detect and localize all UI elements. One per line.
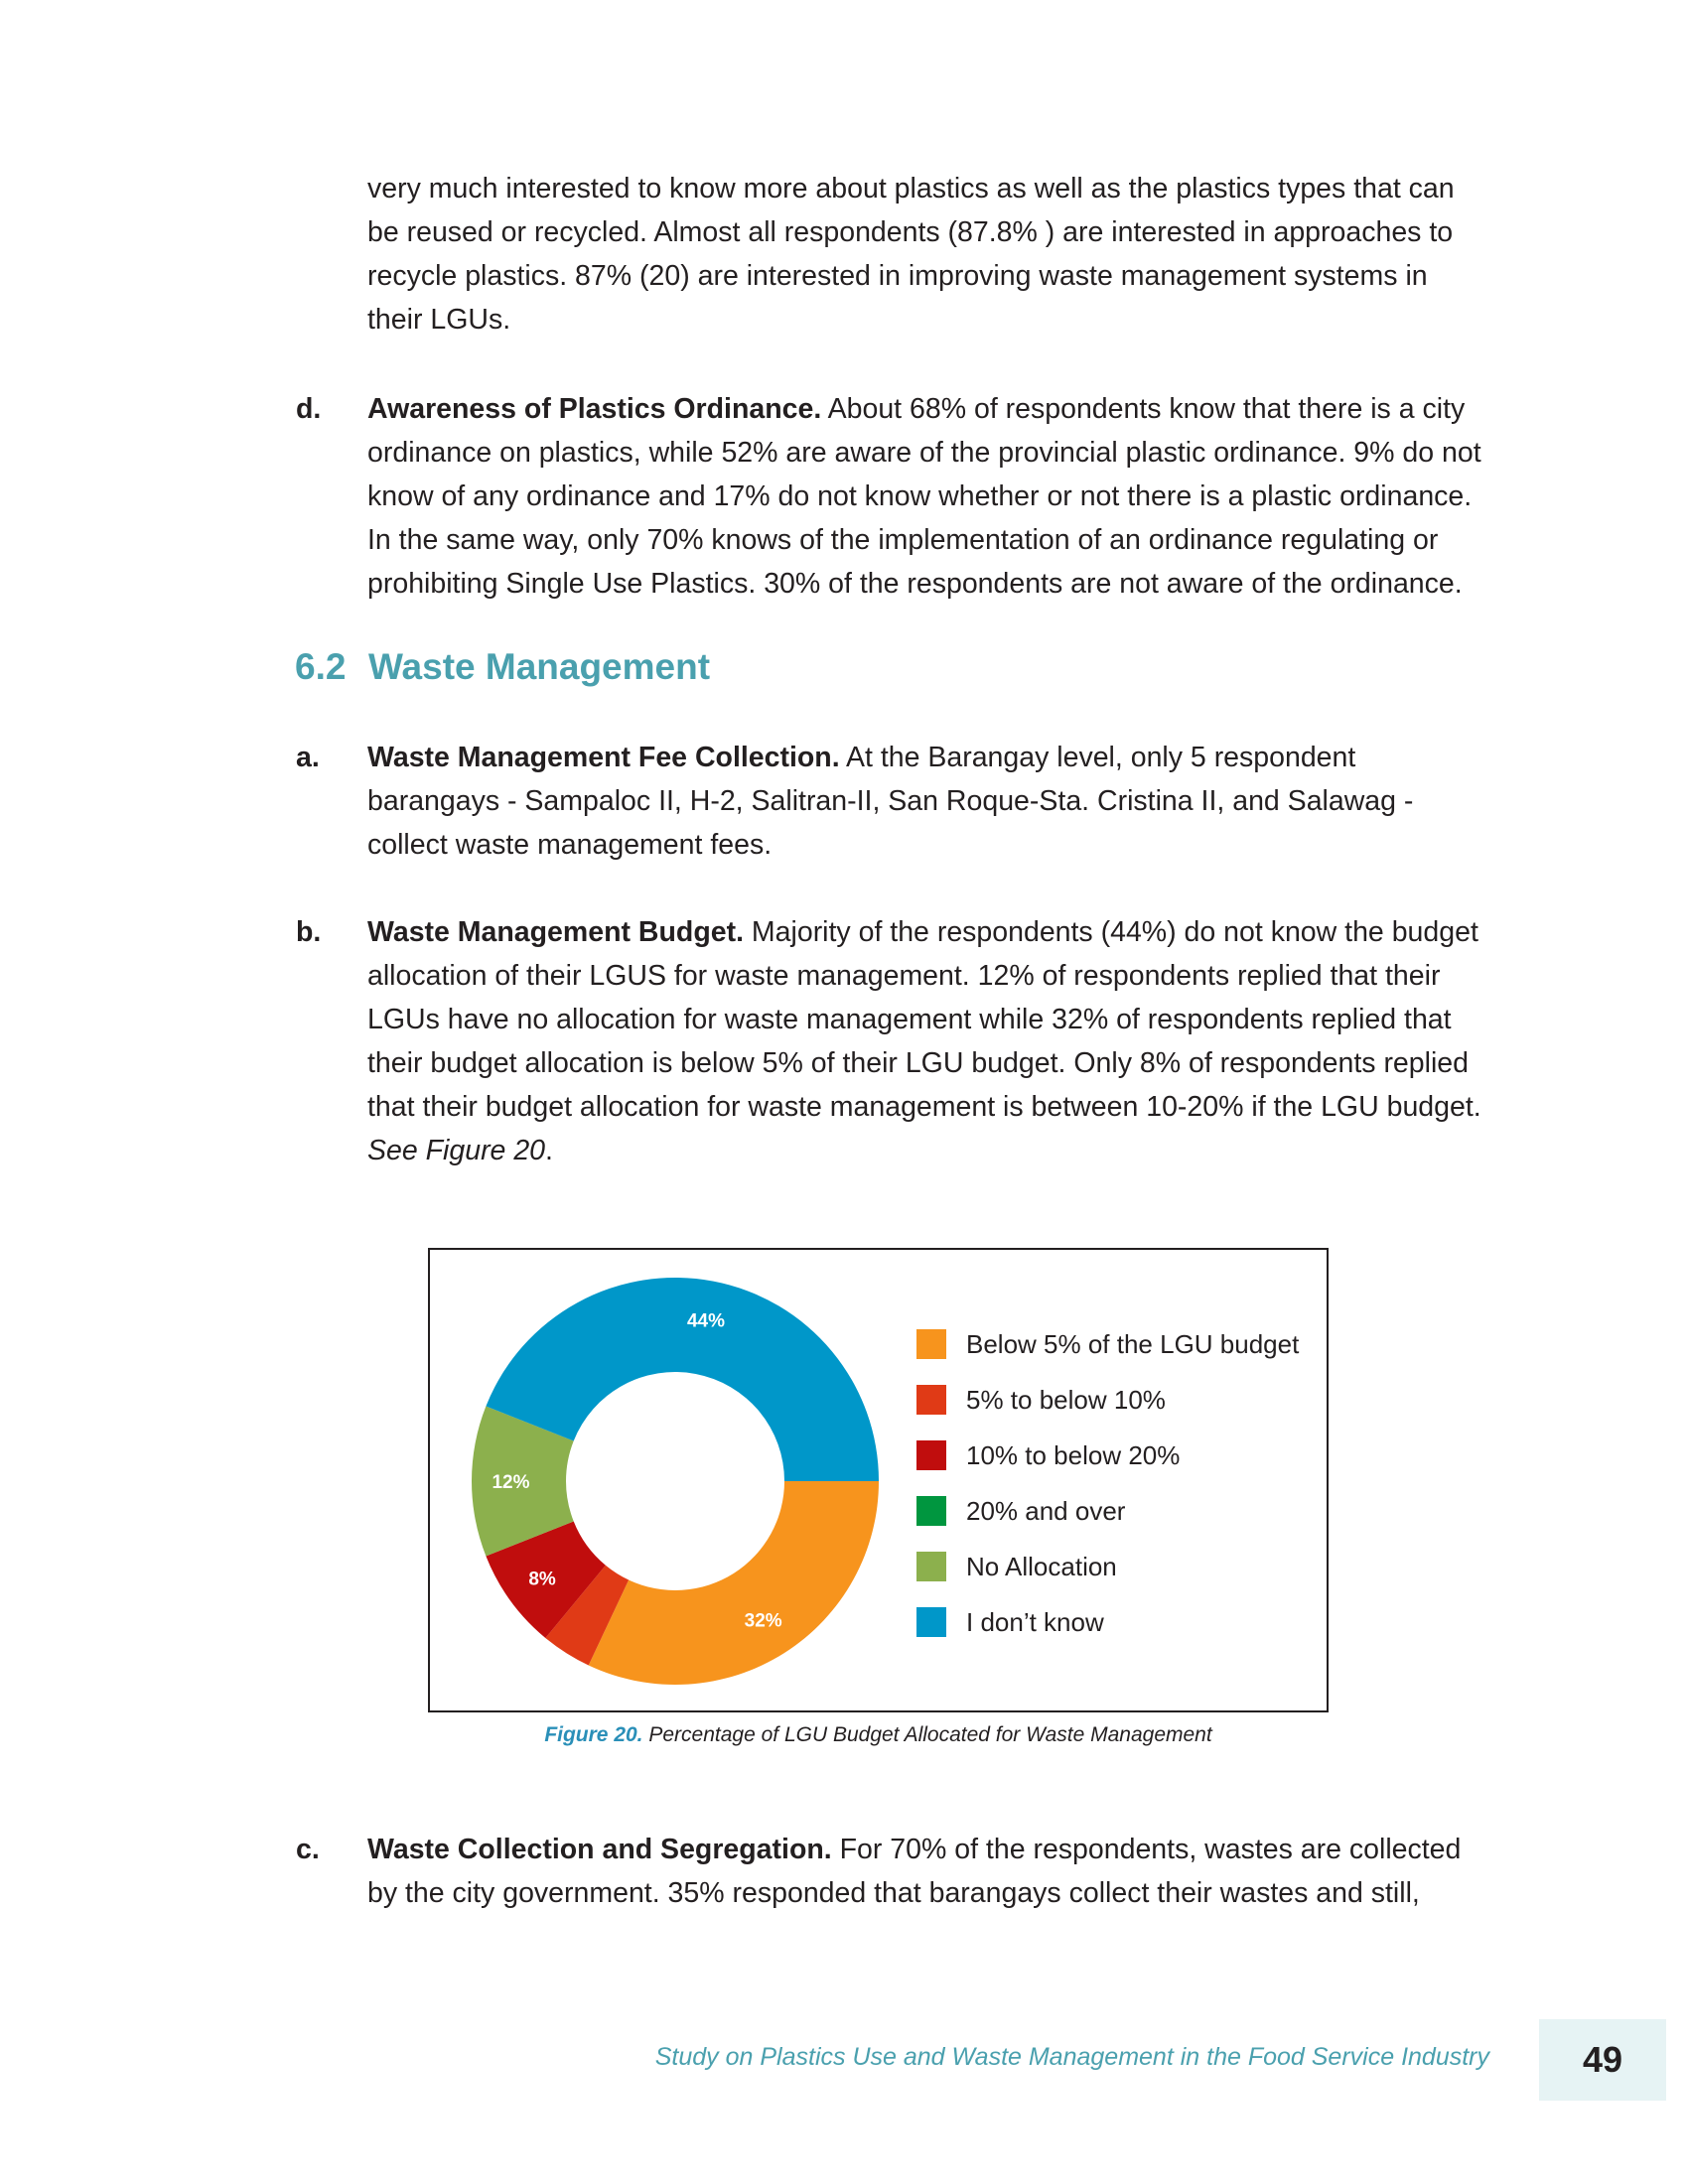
item-budget (296, 910, 1489, 1172)
item-collection-segregation (296, 1828, 1489, 1915)
figure-number: Figure 20. (544, 1723, 643, 1746)
item-heading: Waste Management Budget. (367, 916, 744, 948)
legend-swatch (916, 1385, 946, 1415)
item-letter: a. (296, 742, 320, 773)
legend-label: 10% to below 20% (966, 1440, 1181, 1470)
item-letter: b. (296, 916, 322, 948)
donut-slice-0 (589, 1481, 879, 1685)
section-title: Waste Management (368, 646, 711, 687)
item-text: For 70% of the respondents, wastes are collected by the city government. 35% responded that barangays collect their wastes and still, (367, 1834, 1462, 1909)
legend-swatch (916, 1552, 946, 1581)
legend-label: 20% and over (966, 1496, 1126, 1526)
item-text: Majority of the respondents (44%) do not know the budget allocation of their LGUS for waste management. 12% of respondents replied that their LGUs have no allocation for waste management while 32% of respondents replied that their budget allocation is below 5% of their LGU budget. Only 8% of respondents replied that their budget allocation for waste management is between 10-20% if the LGU budget. (367, 916, 1481, 1123)
item-awareness-ordinance (296, 387, 1489, 606)
donut-chart (430, 1250, 1331, 1714)
footer-title: Study on Plastics Use and Waste Management in the Food Service Industry (654, 2043, 1489, 2071)
item-text: At the Barangay level, only 5 respondent barangays - Sampaloc II, H-2, Salitran-II, San Roque-Sta. Cristina II, and Salawag - collect waste management fees. (367, 742, 1414, 861)
item-text: About 68% of respondents know that there is a city ordinance on plastics, while 52% are aware of the provincial plastic ordinance. 9% do not know of any ordinance and 17% do not know whether or not there is a plastic ordinance. In the same way, only 70% knows of the implementation of an ordinance regulating or prohibiting Single Use Plastics. 30% of the respondents are not aware of the ordinance. (367, 393, 1481, 600)
item-heading: Awareness of Plastics Ordinance. (367, 393, 822, 425)
section-number: 6.2 (295, 646, 347, 687)
data-label-5: 44% (686, 1310, 726, 1332)
legend-label: No Allocation (966, 1552, 1117, 1581)
legend-swatch (916, 1607, 946, 1637)
item-letter: c. (296, 1834, 320, 1865)
item-text-end: . (545, 1135, 553, 1166)
item-heading: Waste Collection and Segregation. (367, 1834, 832, 1865)
data-label-4: 12% (492, 1472, 530, 1493)
item-heading: Waste Management Fee Collection. (367, 742, 840, 773)
item-letter: d. (296, 393, 322, 425)
page-number-box (1539, 2019, 1666, 2101)
page-number: 49 (1582, 2039, 1623, 2080)
figure-20-chart (428, 1248, 1329, 1712)
legend-label: Below 5% of the LGU budget (966, 1329, 1300, 1359)
legend-label: I don’t know (966, 1607, 1104, 1637)
item-fee-collection (296, 736, 1489, 867)
figure-caption-text: Percentage of LGU Budget Allocated for Waste Management (642, 1723, 1212, 1746)
intro-paragraph: very much interested to know more about plastics as well as the plastics types that can be reused or recycled. Almost all respondents (87.8% ) are interested in approaches to recycle plastics. 87% (20) are interested in improving waste management systems in their LGUs. (367, 173, 1455, 336)
figure-reference: See Figure 20 (367, 1135, 546, 1166)
legend-swatch (916, 1329, 946, 1359)
legend-label: 5% to below 10% (966, 1385, 1166, 1415)
legend-swatch (916, 1440, 946, 1470)
section-heading (295, 643, 710, 691)
figure-caption (428, 1723, 1329, 1747)
data-label-0: 32% (744, 1610, 782, 1632)
data-label-2: 8% (528, 1569, 556, 1590)
legend-swatch (916, 1496, 946, 1526)
